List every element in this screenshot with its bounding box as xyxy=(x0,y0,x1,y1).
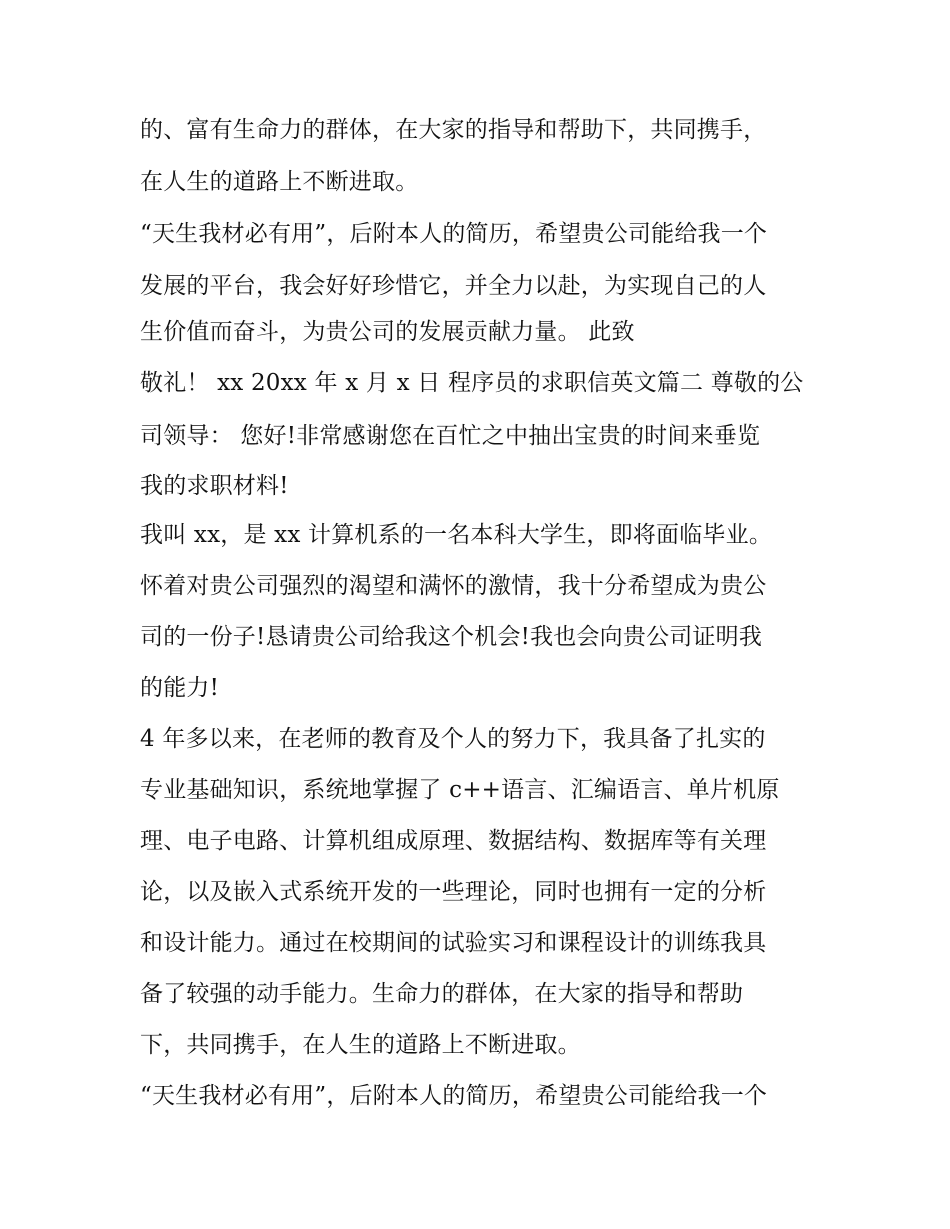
text-line: “天生我材必有用”，后附本人的简历，希望贵公司能给我一个 xyxy=(140,221,768,247)
text-line: 敬礼！ xx 20xx 年 x 月 x 日 程序员的求职信英文篇二 尊敬的公 xyxy=(140,370,804,396)
text-line: 在人生的道路上不断进取。 xyxy=(140,169,419,195)
text-line: 的、富有生命力的群体，在大家的指导和帮助下，共同携手， xyxy=(140,117,767,143)
text-line: 发展的平台，我会好好珍惜它，并全力以赴，为实现自己的人 xyxy=(140,273,767,299)
text-line: 4 年多以来，在老师的教育及个人的努力下，我具备了扎实的 xyxy=(140,726,766,752)
text-line: 司的一份子!恳请贵公司给我这个机会!我也会向贵公司证明我 xyxy=(140,624,763,650)
text-line: 备了较强的动手能力。生命力的群体，在大家的指导和帮助 xyxy=(140,981,744,1007)
text-line: 理、电子电路、计算机组成原理、数据结构、数据库等有关理 xyxy=(140,828,767,854)
text-line: 司领导： 您好!非常感谢您在百忙之中抽出宝贵的时间来垂览 xyxy=(140,423,761,449)
text-line: 我的求职材料! xyxy=(140,473,289,499)
text-line: 的能力! xyxy=(140,675,220,701)
text-line: 和设计能力。通过在校期间的试验实习和课程设计的训练我具 xyxy=(140,930,767,956)
text-line: 下，共同携手，在人生的道路上不断进取。 xyxy=(140,1032,581,1058)
text-line: “天生我材必有用”，后附本人的简历，希望贵公司能给我一个 xyxy=(140,1083,768,1109)
text-line: 怀着对贵公司强烈的渴望和满怀的激情，我十分希望成为贵公 xyxy=(140,573,767,599)
text-line: 论，以及嵌入式系统开发的一些理论，同时也拥有一定的分析 xyxy=(140,879,767,905)
text-line: 生价值而奋斗，为贵公司的发展贡献力量。 此致 xyxy=(140,319,635,345)
text-line: 专业基础知识，系统地掌握了 c++语言、汇编语言、单片机原 xyxy=(140,777,780,803)
text-line: 我叫 xx，是 xx 计算机系的一名本科大学生，即将面临毕业。 xyxy=(140,522,773,548)
